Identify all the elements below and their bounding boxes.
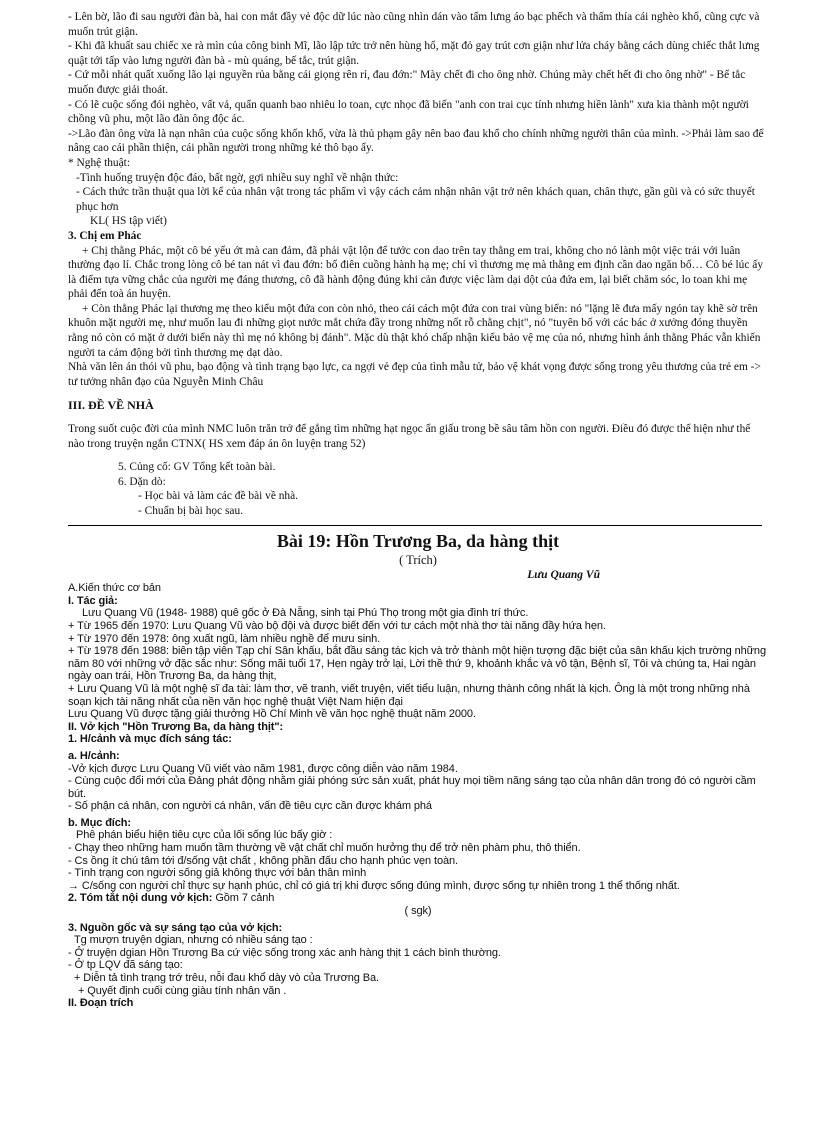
paragraph: - Ở tp LQV đã sáng tạo: bbox=[68, 959, 183, 972]
section-heading: a. H/cảnh: bbox=[68, 749, 120, 762]
paragraph: - Học bài và làm các đề bài về nhà. bbox=[138, 490, 299, 503]
paragraph: -Vở kịch được Lưu Quang Vũ viết vào năm 1981, được công diễn vào năm 1984. bbox=[68, 762, 458, 775]
paragraph: ( sgk) bbox=[404, 905, 432, 918]
section-heading: II. Vở kịch "Hồn Trương Ba, da hàng thịt": bbox=[68, 720, 284, 733]
paragraph: -Tình huống truyện độc đáo, bất ngờ, gợi nhiều suy nghĩ về nhận thức: bbox=[76, 171, 399, 184]
summary-heading: 2. Tóm tắt nội dung vở kịch: bbox=[68, 892, 213, 905]
lesson-body bbox=[68, 582, 768, 1010]
paragraph: - Lên bờ, lão đi sau người đàn bà, hai con mắt đầy vẻ độc dữ lúc nào cũng nhìn dán vào tấm lưng áo bạc phếch và thấm thía cái nghèo khổ, cũng cực và muốn trút giận. bbox=[68, 11, 760, 38]
paragraph: ->Lão đàn ông vừa là nạn nhân của cuộc sống khốn khổ, vừa là thủ phạm gây nên bao đau khổ cho chính những người thân của mình. ->Phải làm sao để nâng cao cái phần thiện, cái phần người trong những kẻ thô bạo ấy. bbox=[68, 127, 764, 155]
paragraph: + Từ 1965 đến 1970: Lưu Quang Vũ vào bộ đội và được biết đến với tư cách một nhà thơ tài năng đầy hứa hẹn. bbox=[68, 619, 606, 632]
paragraph: 5. Củng cố: GV Tổng kết toàn bài. bbox=[118, 461, 276, 474]
paragraph: 6. Dặn dò: bbox=[118, 475, 166, 488]
paragraph: A.Kiến thức cơ bản bbox=[68, 582, 161, 595]
paragraph: Lưu Quang Vũ được tặng giải thưởng Hồ Chí Minh về văn học nghệ thuật năm 2000. bbox=[68, 708, 476, 721]
paragraph: Lưu Quang Vũ (1948- 1988) quê gốc ở Đà Nẵng, sinh tại Phú Thọ trong một gia đình trí thức. bbox=[82, 607, 529, 620]
paragraph: Nhà văn lên án thói vũ phu, bạo động và tình trạng bạo lực, ca ngợi vẻ đẹp của tình mẫu tử, bảo vệ khát vọng được sống trong yêu thương của trẻ em -> tư tưởng nhân đạo của Nguyễn Minh Châu bbox=[68, 361, 761, 388]
lesson-subtitle: ( Trích) bbox=[399, 552, 437, 567]
summary-note: Gồm 7 cảnh bbox=[215, 892, 275, 905]
section-heading: b. Mục đích: bbox=[68, 816, 131, 829]
paragraph: - Có lẽ cuộc sống đói nghèo, vất vả, quẩn quanh bao nhiêu lo toan, cực nhọc đã biến "anh con trai cục tính nhưng hiền lành" xưa kia thành một người chồng vũ phu, một lão đàn ông độc ác. bbox=[68, 98, 749, 126]
paragraph: - Cs ồng ít chú tâm tới đ/sống vật chất , không phần đấu cho hạnh phúc vẹn toàn. bbox=[68, 854, 458, 867]
paragraph: - Tình trạng con người sống giả không thực với bản thân mình bbox=[68, 867, 367, 880]
section-heading: II. Đoạn trích bbox=[68, 997, 134, 1010]
paragraph: - Cách thức trần thuật qua lời kể của nhân vật trong tác phẩm vì vậy cách cảm nhận nhân vật trở nên khách quan, chân thực, gần gũi và có sức thuyết phục hơn bbox=[76, 186, 755, 213]
paragraph: - Ở truyện dgian Hồn Trương Ba cứ việc sống trong xác anh hàng thịt 1 cách bình thường. bbox=[68, 946, 501, 959]
lesson-author: Lưu Quang Vũ bbox=[527, 568, 600, 581]
paragraph: + Quyết định cuối cùng giàu tính nhân văn . bbox=[78, 984, 287, 997]
paragraph: - Chuẩn bị bài học sau. bbox=[138, 505, 244, 517]
paragraph: + Còn thằng Phác lại thương mẹ theo kiểu một đứa con còn nhỏ, theo cái cách một đứa con trai vùng biển: nó "lặng lẽ đưa mấy ngón tay khẽ sờ trên khuôn mặt người mẹ, như muốn lau đi những giọt nước mắt chứa đầy trong những nốt rỗ chằng chịt", nó "tuyên bố với các bác ở xưởng đóng thuyền rằng nó còn có mặt ở dưới biển này thì mẹ nó không bị đánh". Mặc dù thật khó chấp nhận kiểu bảo vệ mẹ của nó, nhưng hình ảnh thằng Phác vẫn khiến người ta cảm động bởi tình thương mẹ dạt dào. bbox=[68, 302, 761, 359]
paragraph: Tg mượn truyện dgian, nhưng có nhiều sáng tạo : bbox=[74, 934, 313, 947]
paragraph: + Chị thằng Phác, một cô bé yếu ớt mà can đảm, đã phải vật lộn để tước con dao trên tay thằng em trai, không cho nó lành một việc trái với luân thường đạo lí. Chắc trong lòng cô bé tan nát vì đau đớn: bố điên cuồng hành hạ mẹ; chỉ vì thương mẹ mà thằng em định cần dao ngăn bố… Cô bé lúc ấy là điểm tựa vững chắc của người mẹ đáng thương, cô đã hành động đúng khi cản được việc làm dại dột của đứa em, lại biết chăm sóc, lo toan khi mẹ phải đến toà án huyện. bbox=[68, 244, 764, 301]
document-page bbox=[68, 10, 768, 1010]
paragraph: - Cùng cuộc đổi mới của Đảng phát động nhằm giải phóng sức sản xuất, phát huy mọi tiềm năng sáng tạo của nhân dân trong đó có người cầm bút. bbox=[68, 775, 756, 800]
paragraph: + Diễn tả tình trạng trớ trêu, nỗi đau khổ dày vò của Trương Ba. bbox=[74, 972, 379, 984]
paragraph: - Số phận cá nhân, con người cá nhân, vấn đề tiêu cực cần được khám phá bbox=[68, 800, 432, 813]
paragraph: - Cứ mỗi nhát quất xuống lão lại nguyền rủa bằng cái giọng rên rỉ, đau đớn:" Mày chết đi cho ông nhờ. Chúng mày chết hết đi cho ông nhờ" - Bế tắc muốn được giải thoát. bbox=[68, 69, 746, 96]
section-heading: 3. Chị em Phác bbox=[68, 229, 142, 242]
paragraph: Phê phán biểu hiện tiêu cực của lối sống lúc bấy giờ : bbox=[76, 829, 333, 842]
paragraph: + Lưu Quang Vũ là một nghệ sĩ đa tài: làm thơ, vẽ tranh, viết truyện, viết tiểu luận, nhưng thành công nhất là kịch. Ông là một trong những nhà soạn kịch tài năng nhất của nền văn học nghệ thuật Việt Nam hiện đại bbox=[68, 682, 750, 708]
lesson-title: Bài 19: Hồn Trương Ba, da hàng thịt bbox=[276, 530, 560, 551]
section-heading bbox=[68, 892, 768, 905]
paragraph: KL( HS tập viết) bbox=[90, 215, 167, 228]
section-heading: III. ĐỀ VỀ NHÀ bbox=[68, 398, 154, 413]
section-heading: I. Tác giả: bbox=[68, 594, 118, 607]
section-heading: 3. Nguồn gốc và sự sáng tạo của vở kịch: bbox=[68, 921, 283, 934]
paragraph: + Từ 1970 đến 1978: ông xuất ngũ, làm nhiều nghề để mưu sinh. bbox=[68, 632, 381, 645]
paragraph: → C/sống con người chỉ thực sự hạnh phúc, chỉ có giá trị khi được sống đúng mình, được sống tự nhiên trong 1 thể thống nhất. bbox=[68, 879, 680, 892]
paragraph: Trong suốt cuộc đời của mình NMC luôn trăn trở để gắng tìm những hạt ngọc ẩn giấu trong bề sâu tâm hồn con người. Điều đó được thể hiện như thế nào trong truyện ngắn CTNX( HS xem đáp án ôn luyện trang 52) bbox=[68, 423, 751, 450]
paragraph: + Từ 1978 đến 1988: biên tập viên Tạp chí Sân khấu, bắt đầu sáng tác kịch và trở thành một hiện tượng đặc biệt của sân khấu kịch trường những năm 80 với những vở đặc sắc như: Sống mãi tuổi 17, Hẹn ngày trở lại, Lời thề thứ 9, khoảnh khắc và vô tận, Bệnh sĩ, Tôi và chúng ta, Hai ngàn ngày oan trái, Hồn Trương Ba, da hàng thịt, bbox=[68, 645, 766, 683]
paragraph: - Chạy theo những ham muốn tầm thường về vật chất chỉ muốn hưởng thụ để trở nên phàm phu, thô thiển. bbox=[68, 842, 581, 855]
section-heading: 1. H/cảnh và mục đích sáng tác: bbox=[68, 733, 232, 746]
paragraph: * Nghệ thuật: bbox=[68, 156, 131, 169]
paragraph: - Khi đã khuất sau chiếc xe rà mìn của công binh Mĩ, lão lập tức trở nên hùng hổ, mặt đỏ gay trút cơn giận như lửa cháy bằng cách dùng chiếc thắt lưng quật tới tấp vào lưng người đàn bà - mù quáng, bế tắc, trút giận. bbox=[68, 40, 760, 67]
divider bbox=[68, 525, 762, 526]
